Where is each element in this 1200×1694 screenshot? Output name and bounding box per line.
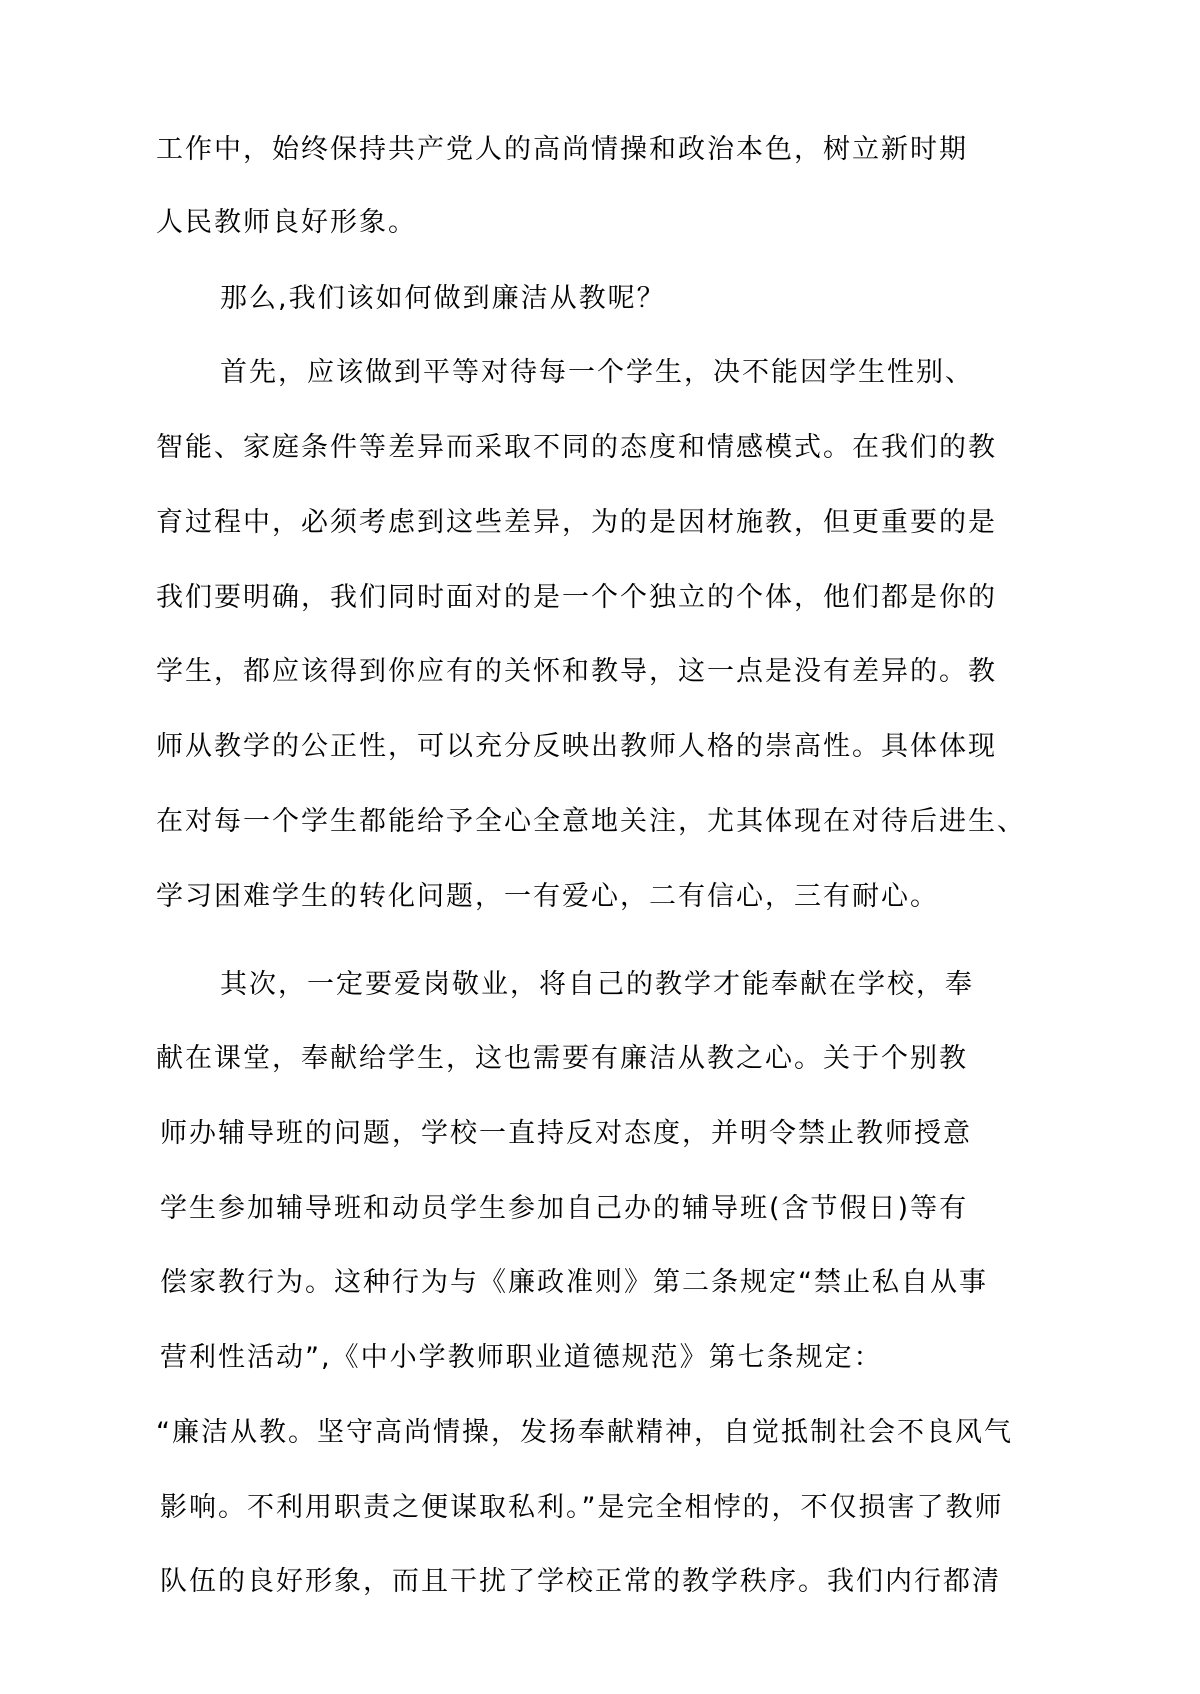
text-line: 影响。不利用职责之便谋取私利。”是完全相悖的，不仅损害了教师: [160, 1492, 1004, 1523]
paragraph-first-line: 那么,我们该如何做到廉洁从教呢？: [220, 283, 666, 314]
text-line: 我们要明确，我们同时面对的是一个个独立的个体，他们都是你的: [156, 582, 997, 613]
text-line: 献在课堂，奉献给学生，这也需要有廉洁从教之心。关于个别教: [156, 1043, 968, 1074]
text-line: 师办辅导班的问题，学校一直持反对态度，并明令禁止教师授意: [160, 1118, 972, 1149]
text-line: 师从教学的公正性，可以充分反映出教师人格的崇高性。具体体现: [156, 731, 997, 762]
text-line: 队伍的良好形象，而且干扰了学校正常的教学秩序。我们内行都清: [160, 1566, 1001, 1597]
text-line: 偿家教行为。这种行为与《廉政准则》第二条规定“禁止私自从事: [160, 1267, 988, 1298]
text-line: 工作中，始终保持共产党人的高尚情操和政治本色，树立新时期: [156, 134, 968, 165]
text-line: 营利性活动”,《中小学教师职业道德规范》第七条规定：: [160, 1342, 883, 1373]
text-line: 学生参加辅导班和动员学生参加自己办的辅导班(含节假日)等有: [160, 1193, 969, 1224]
text-line: 育过程中，必须考虑到这些差异，为的是因材施教，但更重要的是: [156, 507, 997, 538]
text-line: 学习困难学生的转化问题，一有爱心，二有信心，三有耐心。: [156, 881, 939, 912]
text-line: 学生，都应该得到你应有的关怀和教导，这一点是没有差异的。教: [156, 656, 997, 687]
text-line: 智能、家庭条件等差异而采取不同的态度和情感模式。在我们的教: [156, 432, 997, 463]
text-line: 人民教师良好形象。: [156, 207, 417, 238]
paragraph-first-line: 首先，应该做到平等对待每一个学生，决不能因学生性别、: [220, 357, 974, 388]
text-line: 在对每一个学生都能给予全心全意地关注，尤其体现在对待后进生、: [156, 806, 1026, 837]
text-line: “廉洁从教。坚守高尚情操，发扬奉献精神，自觉抵制社会不良风气: [156, 1417, 1013, 1448]
paragraph-first-line: 其次，一定要爱岗敬业，将自己的教学才能奉献在学校，奉: [220, 969, 974, 1000]
